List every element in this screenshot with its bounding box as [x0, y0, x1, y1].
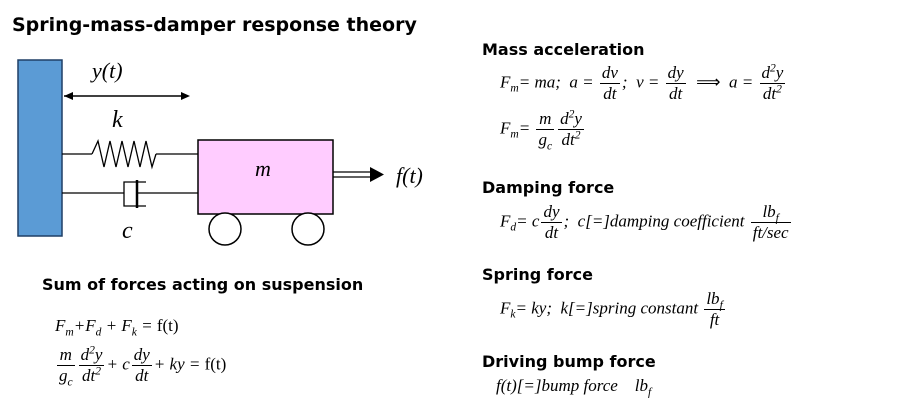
mass-force-equation: $F_m=$ $\frac{m}{g_c}$ $\frac{d^2y}{dt^2}$ [500, 107, 582, 153]
damping-force-heading: Damping force [482, 178, 615, 197]
spring [62, 141, 198, 167]
bump-force-heading: Driving bump force [482, 352, 656, 371]
spring-force-equation: $F_k=$ ky; k[=]spring constant $\frac{lb_f}{ft}$ [500, 289, 723, 329]
wall [18, 60, 62, 236]
acceleration-equation: $F_m=$ ma; a = $\frac{dv}{dt}$ ; v = $\frac{dy}{dt}$ ⟹ a = $\frac{d^2y}{dt^2}$ [500, 61, 784, 103]
displacement-label: y(t) [92, 58, 123, 83]
equation-of-motion: $\frac{m}{g_c}$ $\frac{d^2y}{dt^2}$ + c $\frac{dy}{dt}$ + ky = f(t) [59, 343, 227, 389]
spring-label: k [112, 107, 123, 133]
left-wheel [209, 213, 241, 245]
page-title: Spring-mass-damper response theory [12, 14, 417, 36]
force-label: f(t) [396, 163, 423, 188]
damper [62, 180, 198, 208]
sum-forces-heading: Sum of forces acting on suspension [42, 275, 364, 294]
damper-label: c [122, 218, 133, 244]
spring-force-heading: Spring force [482, 265, 593, 284]
sum-forces-equation: $F_m+F_d + F_k = f(t)$ [55, 316, 179, 339]
right-wheel [292, 213, 324, 245]
displacement-arrow [64, 92, 190, 100]
mass-acceleration-heading: Mass acceleration [482, 40, 645, 59]
force-arrow [333, 167, 384, 182]
bump-force-equation: f(t)[=]bump force $lb_f$ [496, 376, 652, 399]
damping-force-equation: $F_d= c$ $\frac{dy}{dt}$ ; c[=]damping coefficient $\frac{lb_f}{ft/\sec}$ [500, 202, 789, 242]
spring-mass-damper-diagram [0, 0, 460, 260]
mass-label: m [255, 156, 271, 181]
